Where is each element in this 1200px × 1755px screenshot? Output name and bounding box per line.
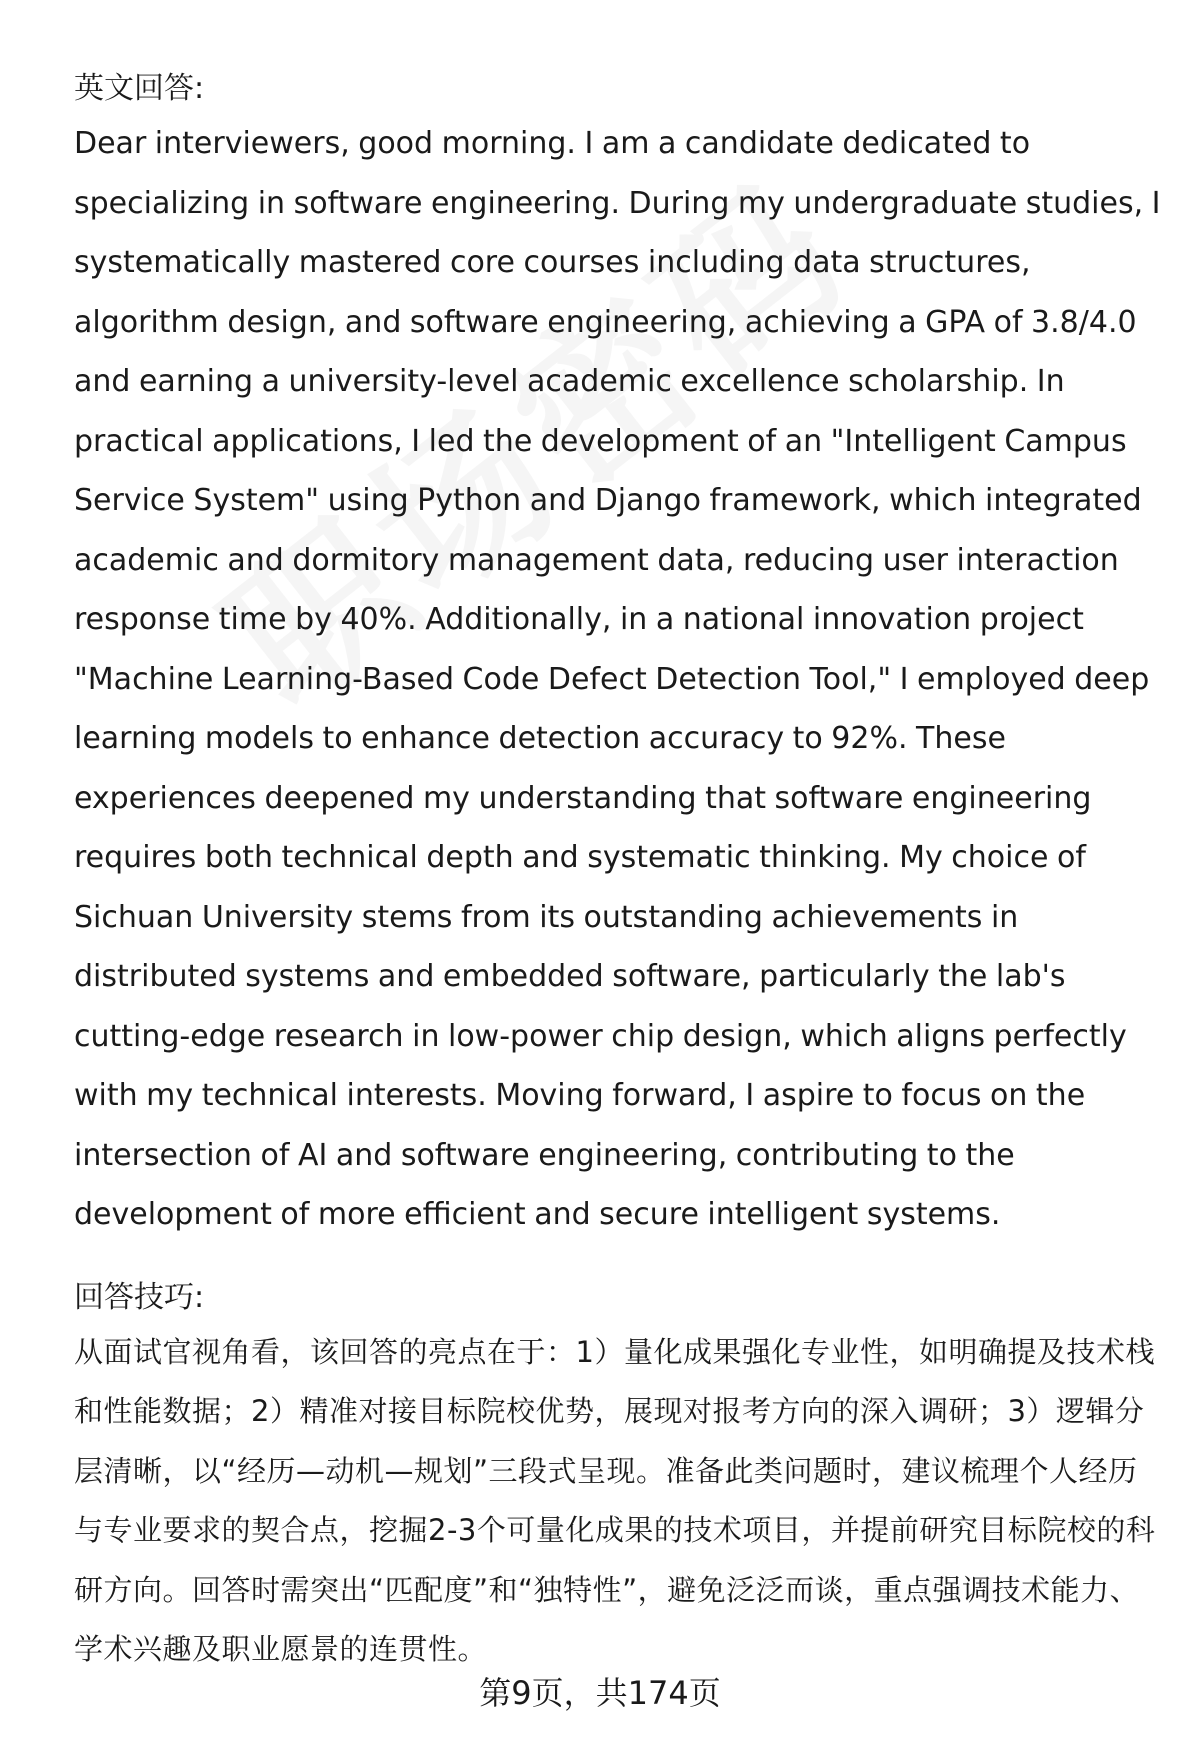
page-content bbox=[74, 64, 1164, 1680]
page-number: 第9页，共174页 bbox=[479, 1674, 721, 1712]
tips-paragraph: 从面试官视角看，该回答的亮点在于：1）量化成果强化专业性，如明确提及技术栈和性能数据；2）精准对接目标院校优势，展现对报考方向的深入调研；3）逻辑分层清晰，以“经历—动机—规划”三段式呈现。准备此类问题时，建议梳理个人经历与专业要求的契合点，挖掘2-3个可量化成果的技术项目，并提前研究目标院校的科研方向。回答时需突出“匹配度”和“独特性”，避免泛泛而谈，重点强调技术能力、学术兴趣及职业愿景的连贯性。 bbox=[74, 1334, 1156, 1666]
answer-heading: 英文回答: bbox=[74, 71, 205, 106]
answer-paragraph: Dear interviewers, good morning. I am a candidate dedicated to specializing in software engineering. During my undergraduate studies, I systematically mastered core courses including data structures, algorithm design, and software engineering, achieving a GPA of 3.8/4.0 and earning a university-level academic excellence scholarship. In practical applications, I led the development of an "Intelligent Campus Service System" using Python and Django framework, which integrated academic and dormitory management data, reducing user interaction response time by 40%. Additionally, in a national innovation project "Machine Learning-Based Code Defect Detection Tool," I employed deep learning models to enhance detection accuracy to 92%. These experiences deepened my understanding that software engineering requires both technical depth and systematic thinking. My choice of Sichuan University stems from its outstanding achievements in distributed systems and embedded software, particularly the lab's cutting-edge research in low-power chip design, which aligns perfectly with my technical interests. Moving forward, I aspire to focus on the intersection of AI and software engineering, contributing to the development of more efficient and secure intelligent systems. bbox=[74, 126, 1161, 1232]
tips-heading: 回答技巧: bbox=[74, 1279, 205, 1315]
